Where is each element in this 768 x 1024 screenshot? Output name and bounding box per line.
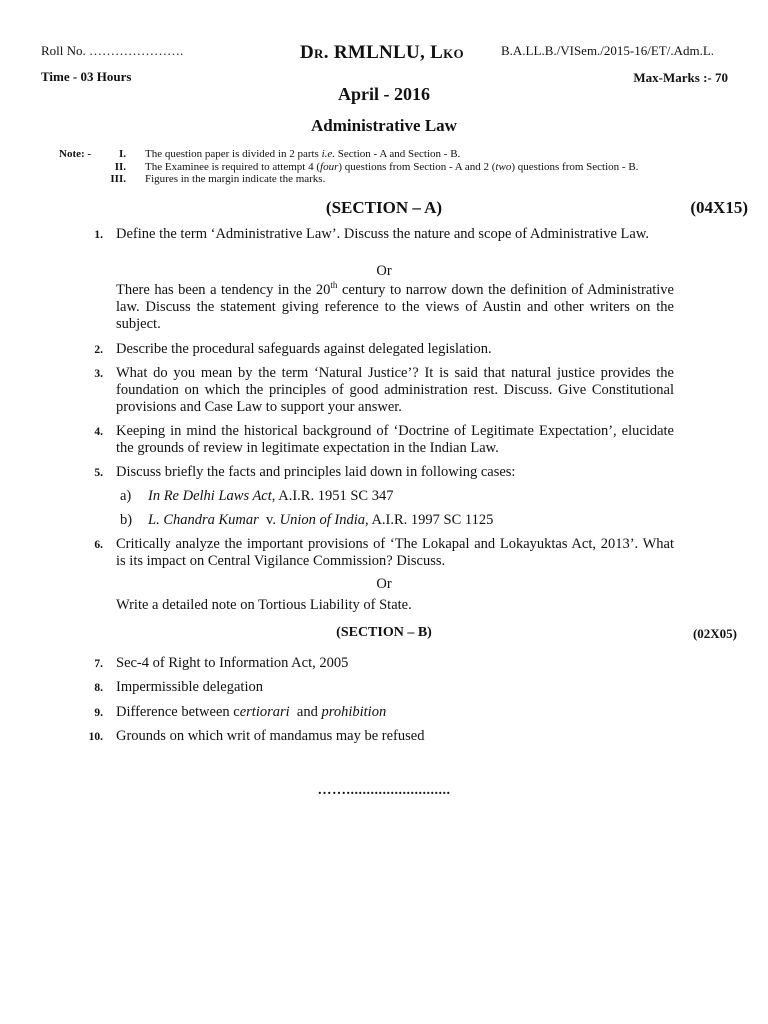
question-number: 4. — [94, 426, 103, 438]
note-text: The Examinee is required to attempt 4 (four) questions from Section - A and 2 (two) questions from Section - B. — [145, 161, 639, 173]
question-number: 6. — [94, 539, 103, 551]
note-label: Note: - — [59, 148, 92, 160]
question-text: Discuss briefly the facts and principles laid down in following cases: — [116, 464, 516, 480]
university-name: Dr. RMLNLU, Lko — [300, 42, 464, 63]
section-a-marks: (04X15) — [690, 198, 748, 217]
paper-code: B.A.LL.B./VISem./2015-16/ET/.Adm.L. — [501, 43, 715, 58]
section-a-title: (SECTION – A) — [325, 198, 443, 217]
question-number: 2. — [94, 344, 103, 356]
question-text: Impermissible delegation — [116, 679, 263, 695]
question-text: Define the term ‘Administrative Law’. Discuss the nature and scope of Administrative Law. — [116, 226, 649, 242]
question-number: 5. — [94, 467, 103, 479]
exam-date: April - 2016 — [338, 84, 430, 104]
note-text: The question paper is divided in 2 parts i.e. Section - A and Section - B. — [145, 148, 461, 160]
question-number: 9. — [94, 707, 103, 719]
paper-subject: Administrative Law — [311, 116, 457, 135]
question-number: 7. — [94, 658, 103, 670]
case-citation: L. Chandra Kumar v. Union of India, A.I.R. 1997 SC 1125 — [148, 512, 494, 528]
end-of-paper-mark: …….......................... — [317, 783, 451, 798]
question-text: Difference between certiorari and prohibition — [116, 704, 387, 720]
question-alternative-text: Write a detailed note on Tortious Liability of State. — [116, 597, 412, 613]
max-marks: Max-Marks :- 70 — [633, 70, 728, 85]
roll-number: Roll No. …………………. — [41, 43, 184, 58]
case-citation: In Re Delhi Laws Act, A.I.R. 1951 SC 347 — [148, 488, 394, 504]
question-text: Critically analyze the important provisions of ‘The Lokapal and Lokayuktas Act, 2013’. What is its impact on Central Vigilance Commission? Discuss. — [116, 536, 674, 569]
question-text: Describe the procedural safeguards against delegated legislation. — [116, 341, 492, 357]
question-text: Keeping in mind the historical background of ‘Doctrine of Legitimate Expectation’, elucidate the grounds of review in legitimate expectation in the Indian Law. — [116, 423, 674, 456]
case-label: a) — [120, 488, 132, 504]
or-separator: Or — [376, 576, 392, 592]
question-text: What do you mean by the term ‘Natural Justice’? It is said that natural justice provides the foundation on which the principles of good administration rest. Discuss. Give Constitutional provisions and Case Law to support your answer. — [116, 365, 674, 415]
section-b-title: (SECTION – B) — [336, 625, 432, 640]
section-b-marks: (02X05) — [692, 626, 737, 641]
question-text: Sec-4 of Right to Information Act, 2005 — [116, 655, 349, 671]
note-number: III. — [110, 173, 126, 185]
or-separator: Or — [376, 263, 392, 279]
question-text: Grounds on which writ of mandamus may be refused — [116, 728, 425, 744]
question-number: 1. — [94, 229, 103, 241]
question-number: 10. — [88, 731, 103, 743]
case-label: b) — [120, 512, 133, 528]
note-text: Figures in the margin indicate the marks. — [145, 173, 326, 185]
exam-duration: Time - 03 Hours — [41, 69, 132, 84]
note-number: I. — [118, 148, 126, 160]
question-alternative-text: There has been a tendency in the 20th century to narrow down the definition of Administrative law. Discuss the statement giving reference to the views of Austin and other writers on the subject. — [116, 280, 674, 332]
note-number: II. — [114, 161, 126, 173]
question-number: 8. — [94, 682, 103, 694]
question-number: 3. — [94, 368, 103, 380]
